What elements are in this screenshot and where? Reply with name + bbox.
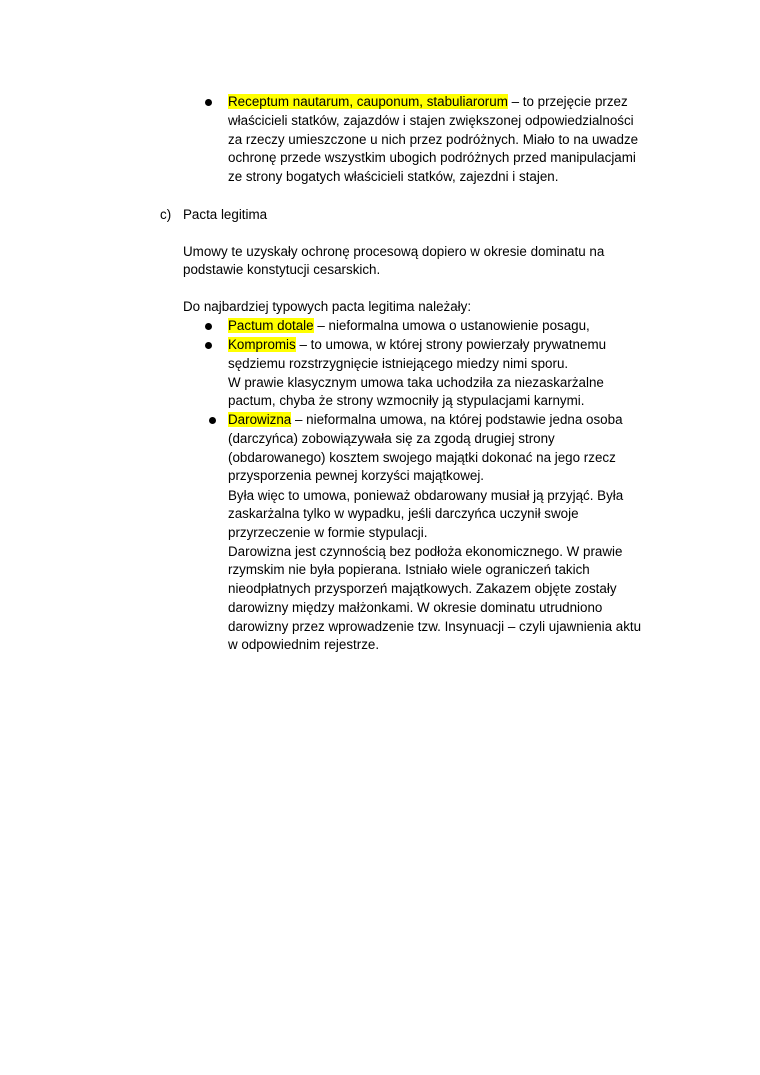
bullet-darowizna	[209, 417, 216, 424]
receptum-text: – to przejęcie przez	[507, 94, 628, 109]
intro-line-2: podstawie konstytucji cesarskich.	[183, 262, 381, 277]
bullet-kompromis	[205, 342, 212, 349]
darowizna-line-4: przysporzenia pewnej korzyści majątkowej.	[228, 468, 485, 483]
receptum-line-3: za rzeczy umieszczone u nich przez podróżnych. Miało to na uwadze	[228, 132, 639, 147]
kompromis-line-1	[228, 336, 606, 354]
darowizna-line-7: przyrzeczenie w formie stypulacji.	[228, 525, 428, 540]
darowizna-line-10: nieodpłatnych przysporzeń majątkowych. Zakazem objęte zostały	[228, 581, 617, 596]
receptum-line-1	[228, 93, 628, 111]
bullet-pactum-dotale	[205, 323, 212, 330]
receptum-line-5: ze strony bogatych właścicieli statków, zajezdni i stajen.	[228, 169, 559, 184]
darowizna-line-9: rzymskim nie była popierana. Istniało wiele ograniczeń takich	[228, 562, 590, 577]
darowizna-line-8: Darowizna jest czynnością bez podłoża ekonomicznego. W prawie	[228, 544, 623, 559]
kompromis-line-2: sędziemu rozstrzygnięcie istniejącego miedzy nimi sporu.	[228, 356, 569, 371]
receptum-line-2: właścicieli statków, zajazdów i stajen zwiększonej odpowiedzialności	[228, 113, 634, 128]
kompromis-text: – to umowa, w której strony powierzały prywatnemu	[295, 337, 607, 352]
kompromis-line-3: W prawie klasycznym umowa taka uchodziła za niezaskarżalne	[228, 375, 604, 390]
darowizna-term: Darowizna	[228, 412, 292, 427]
list-intro: Do najbardziej typowych pacta legitima należały:	[183, 299, 472, 314]
darowizna-text: – nieformalna umowa, na której podstawie jedna osoba	[291, 412, 623, 427]
darowizna-line-6: zaskarżalna tylko w wypadku, jeśli darczyńca uczynił swoje	[228, 506, 579, 521]
darowizna-line-12: darowizny przez wprowadzenie tzw. Insynuacji – czyli ujawnienia aktu	[228, 619, 642, 634]
pactum-dotale-line	[228, 317, 590, 335]
pactum-dotale-text: – nieformalna umowa o ustanowienie posagu,	[313, 318, 590, 333]
darowizna-line-3: (obdarowanego) kosztem swojego majątki dokonać na jego rzecz	[228, 450, 616, 465]
darowizna-line-13: w odpowiednim rejestrze.	[228, 637, 380, 652]
kompromis-term: Kompromis	[228, 337, 296, 352]
section-c-title: Pacta legitima	[183, 207, 268, 222]
section-c-marker: c)	[160, 207, 172, 222]
pactum-dotale-term: Pactum dotale	[228, 318, 314, 333]
receptum-term: Receptum nautarum, cauponum, stabuliarorum	[228, 94, 508, 109]
darowizna-line-11: darowizny między małżonkami. W okresie dominatu utrudniono	[228, 600, 603, 615]
darowizna-line-1	[228, 411, 623, 429]
intro-line-1: Umowy te uzyskały ochronę procesową dopiero w okresie dominatu na	[183, 244, 605, 259]
bullet-receptum	[205, 99, 212, 106]
receptum-line-4: ochronę przede wszystkim ubogich podróżnych przed manipulacjami	[228, 150, 636, 165]
kompromis-line-4: pactum, chyba że strony wzmocniły ją stypulacjami karnymi.	[228, 393, 585, 408]
darowizna-line-5: Była więc to umowa, ponieważ obdarowany musiał ją przyjąć. Była	[228, 488, 624, 503]
darowizna-line-2: (darczyńca) zobowiązywała się za zgodą drugiej strony	[228, 431, 555, 446]
